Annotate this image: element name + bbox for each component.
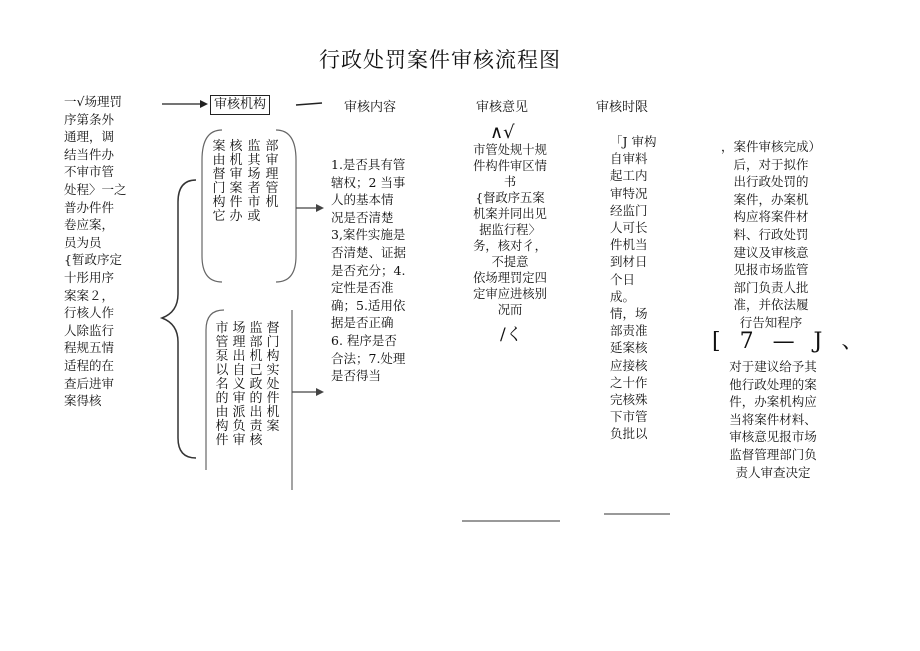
opinion-mark: ∧√ bbox=[490, 122, 515, 143]
content-column: 1.是否具有管 辖权；2 当事 人的基本情 况是否清楚 3,案件实施是 否清楚、证据 是否充分；4. 定性是否准 确；5.适用依 据是否正确 6. 程序是否 合法；7.处理 是否得当 bbox=[331, 157, 407, 384]
agency-upper-col-4: 部审理管机 bbox=[265, 139, 279, 210]
right-upper-column: ，案件审核完成） 后，对于拟作 出行政处罚的 案件，办案机 构应将案件材 料、行政处罚 建议及审核意 见报市场监管 部门负责人批 准，并依法履 行告知程序 bbox=[720, 139, 821, 330]
right-lower-column: 对于建议给予其 他行政处理的案 件，办案机构应 当将案件材料、 审核意见报市场 监督管理部门负 责人审查决定 bbox=[729, 359, 817, 480]
agency-upper-col-1: 案由督门构它 bbox=[212, 139, 226, 224]
header-agency: 审核机构 bbox=[210, 95, 270, 115]
opinion-end-mark: /く bbox=[500, 325, 523, 345]
agency-lower-col-4: 督门构实处件机案 bbox=[266, 321, 280, 434]
agency-lower-col-2: 场理出自义审派负审 bbox=[232, 321, 246, 448]
arrow-head-agency bbox=[200, 100, 208, 108]
agency-upper-col-2: 核机审案件办 bbox=[229, 139, 243, 224]
right-mark: [ 7 — J 、 bbox=[712, 329, 870, 354]
agency-lower-col-1: 市管泵以名的由构件 bbox=[215, 321, 229, 448]
dash-after-agency bbox=[296, 103, 322, 105]
left-column: 一√场理罚 序第条外 通理，调 结当件办 不审市管 处程〉一之 普办件件 卷应案， 员为员 {暂政序定 十彤用序 案案２， 行核人作 人除监行 程规五情 适程的在 查后进审 案得核 bbox=[64, 94, 127, 409]
curly-brace bbox=[162, 180, 196, 458]
opinion-column: 市管处规十规 件构件审区情 书 {督政序五案 机案并同出见 据监行程〉 务，核对彳， 不提意 依场理罚定四 定审应进核别 况而 bbox=[473, 143, 547, 317]
time-column: 「J 审构 自审料 起工内 审特况 经监门 人可长 件机当 到材日 个日 成。 情，场 部责准 延案核 应接核 之十作 完核殊 下市管 负批以 bbox=[610, 134, 657, 442]
page-title: 行政处罚案件审核流程图 bbox=[319, 48, 561, 72]
header-content: 审核内容 bbox=[344, 100, 397, 115]
header-opinion: 审核意见 bbox=[476, 100, 529, 115]
agency-lower-col-3: 监部机己政的出责核 bbox=[249, 321, 263, 448]
agency-upper-col-3: 监其场者市或 bbox=[247, 139, 261, 224]
header-time-limit: 审核时限 bbox=[596, 100, 649, 115]
